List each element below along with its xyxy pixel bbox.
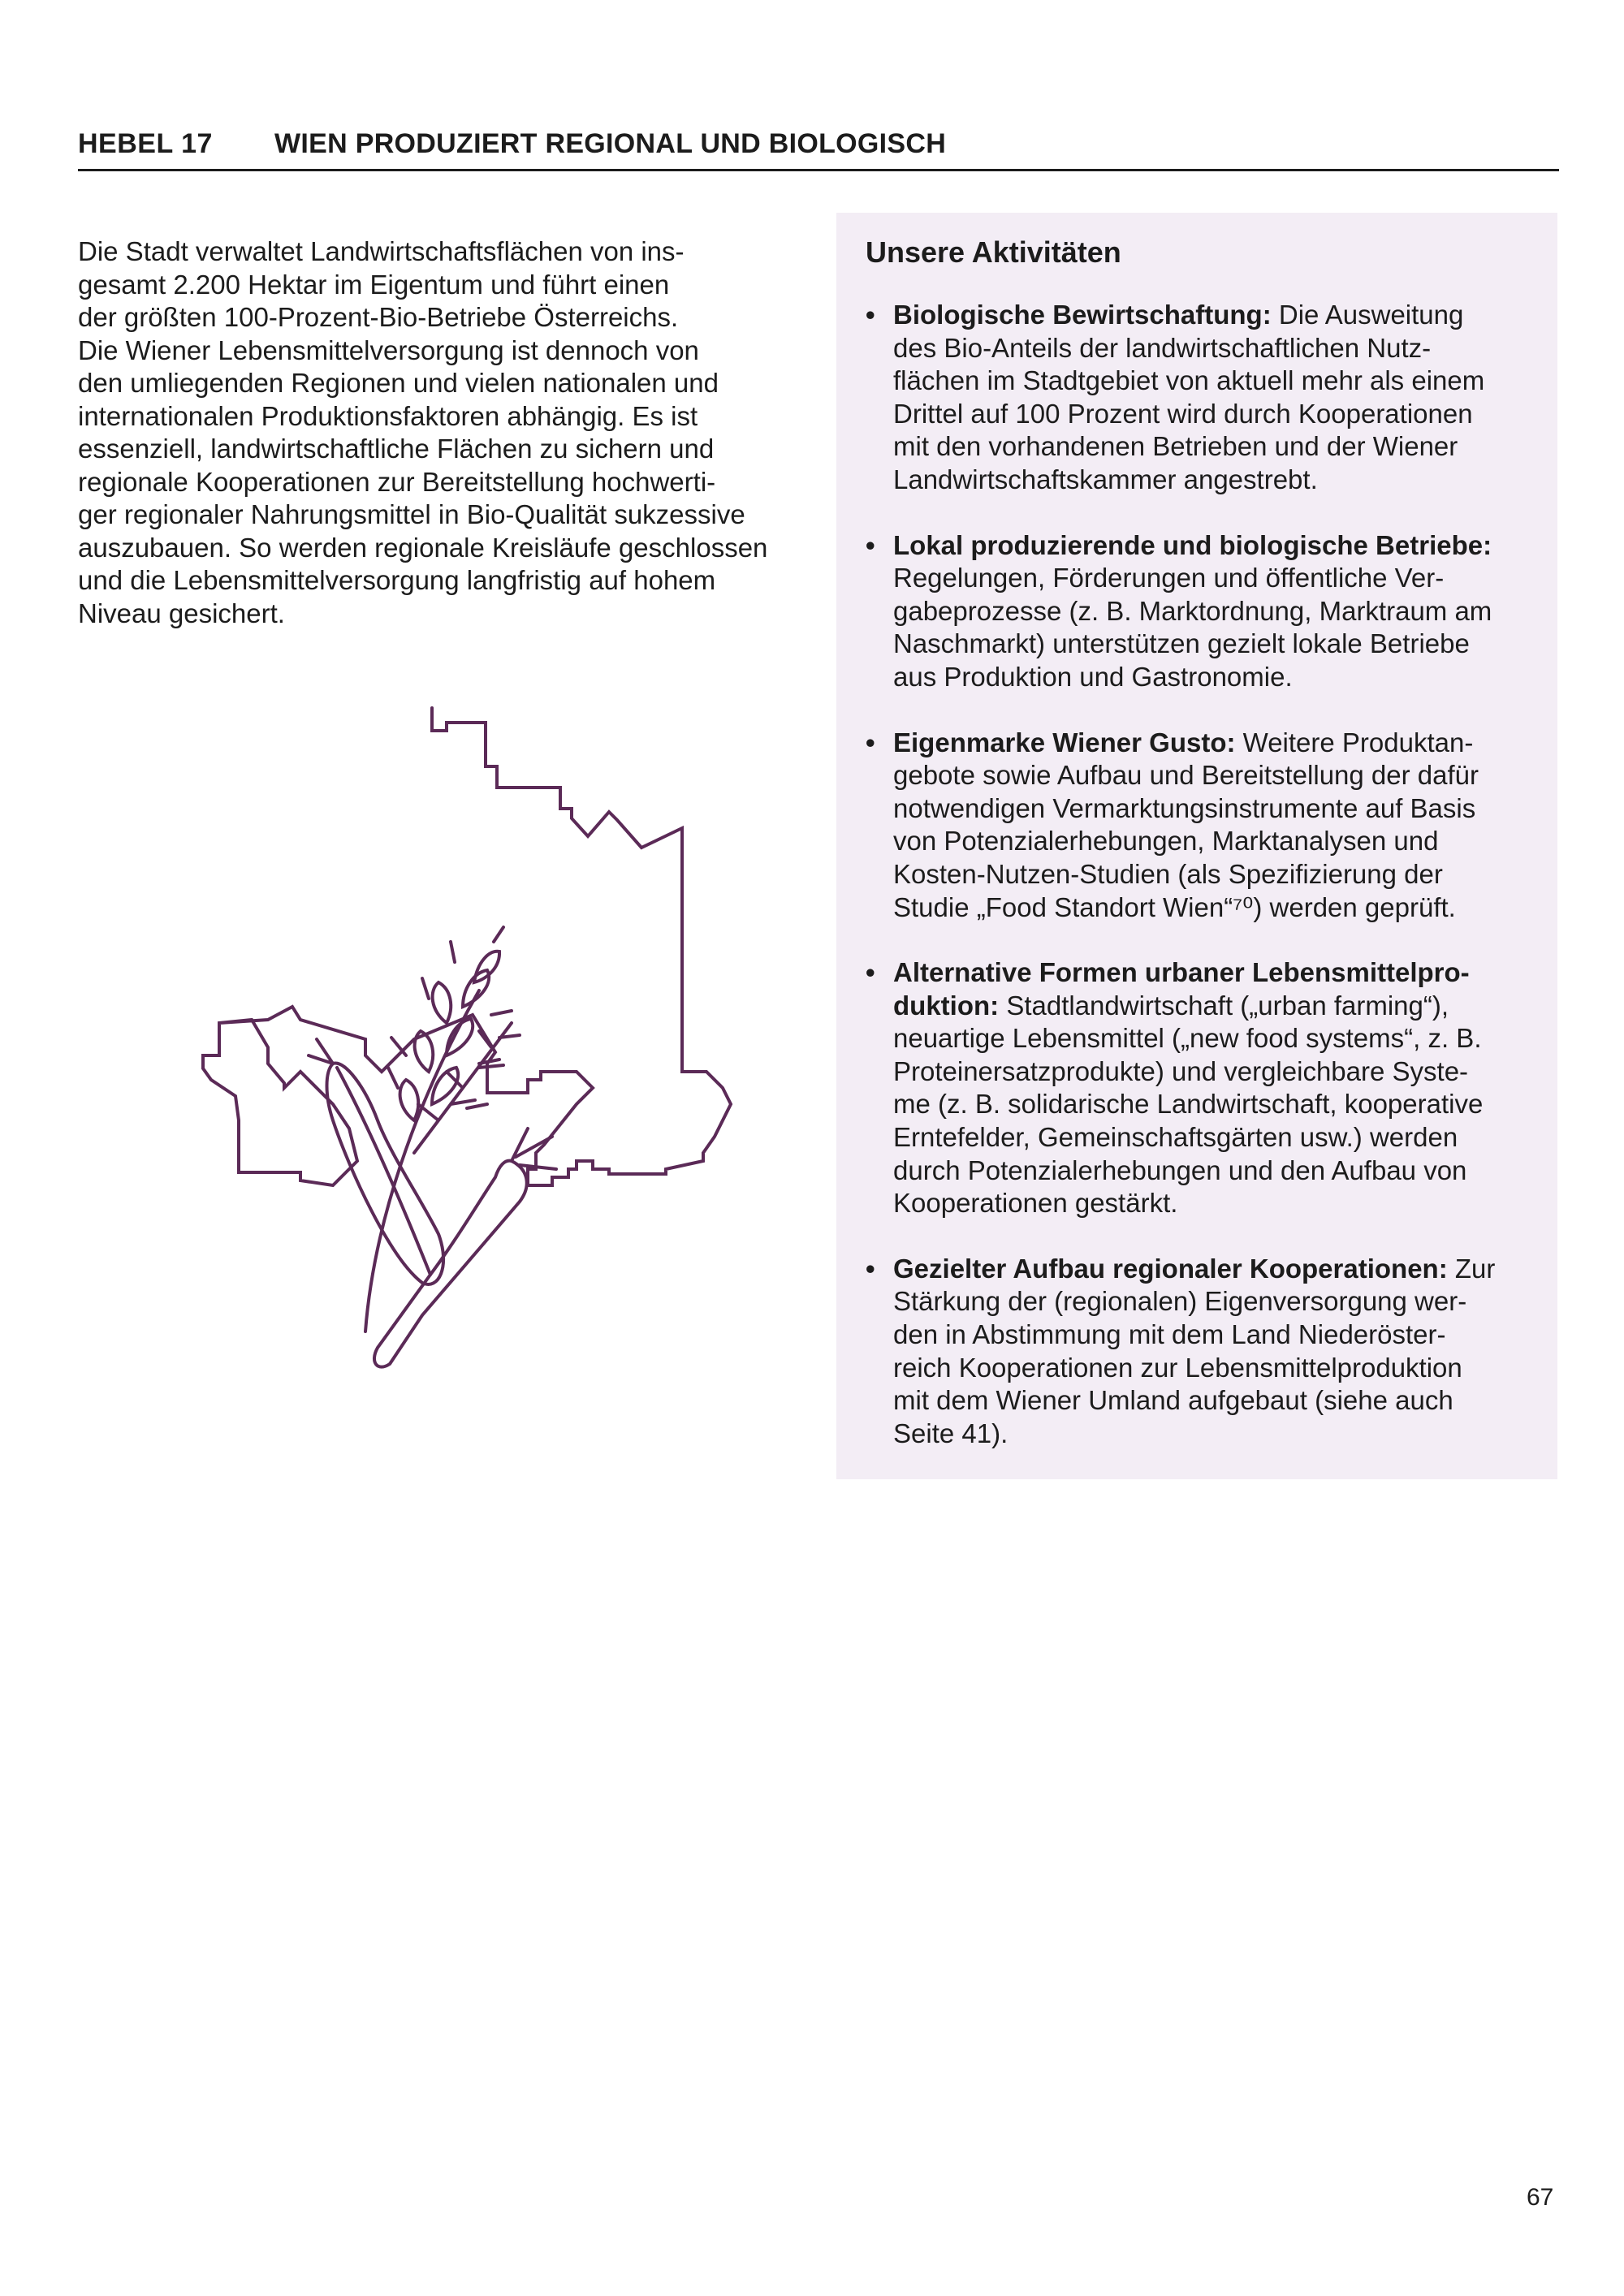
- wheat-grain: [400, 1080, 419, 1120]
- activity-line: Studie „Food Standort Wien“⁷⁰) werden geprüft.: [893, 891, 1456, 922]
- activity-heading: Eigenmarke Wiener Gusto:: [893, 727, 1236, 757]
- intro-line: Niveau gesichert.: [78, 598, 285, 628]
- list-item: [866, 956, 1531, 1220]
- activity-line: aus Produktion und Gastronomie.: [893, 661, 1293, 692]
- intro-line: den umliegenden Regionen und vielen nationalen und: [78, 368, 719, 398]
- intro-line: regionale Kooperationen zur Bereitstellung hochwerti-: [78, 466, 716, 497]
- intro-line: gesamt 2.200 Hektar im Eigentum und führt einen: [78, 269, 670, 300]
- activity-line: Naschmarkt) unterstützen gezielt lokale Betriebe: [893, 628, 1470, 659]
- activities-panel: [836, 213, 1557, 1479]
- bullet-icon: •: [866, 300, 875, 330]
- activity-line: me (z. B. solidarische Landwirtschaft, kooperative: [893, 1089, 1484, 1120]
- activity-line: Erntefelder, Gemeinschaftsgärten usw.) werden: [893, 1122, 1458, 1153]
- activities-list: [866, 299, 1531, 1482]
- activity-line: gebote sowie Aufbau und Bereitstellung der dafür: [893, 760, 1479, 791]
- bullet-icon: •: [866, 957, 875, 988]
- activity-heading: Alternative Formen urbaner Lebensmittelpro- duktion:: [893, 957, 1470, 1021]
- activity-line: Seite 41).: [893, 1418, 1009, 1448]
- activity-line: reich Kooperationen zur Lebensmittelproduktion: [893, 1352, 1462, 1383]
- intro-paragraph: [78, 235, 809, 630]
- activity-line: mit dem Wiener Umland aufgebaut (siehe auch: [893, 1385, 1453, 1416]
- bullet-icon: •: [866, 727, 875, 757]
- activity-line: durch Potenzialerhebungen und den Aufbau von: [893, 1154, 1467, 1185]
- intro-line: Die Wiener Lebensmittelversorgung ist dennoch von: [78, 334, 699, 365]
- wheat-grain: [474, 952, 499, 982]
- activity-line: des Bio-Anteils der landwirtschaftlichen Nutz-: [893, 332, 1432, 363]
- vienna-map-wheat-carrot-icon: [171, 698, 755, 1380]
- activity-line: Zur: [1454, 1253, 1496, 1284]
- intro-line: internationalen Produktionsfaktoren abhängig. Es ist: [78, 400, 698, 431]
- list-item: [866, 1253, 1531, 1451]
- activity-line: notwendigen Vermarktungsinstrumente auf Basis: [893, 792, 1476, 823]
- intro-line: der größten 100-Prozent-Bio-Betriebe Österreichs.: [78, 302, 679, 332]
- vienna-outline: [203, 708, 731, 1185]
- wheat-grain: [415, 1031, 434, 1072]
- activity-line: Stadtlandwirtschaft („urban farming“),: [1006, 990, 1449, 1021]
- leaf-stem: [309, 1039, 333, 1064]
- intro-line: ger regionaler Nahrungsmittel in Bio-Qualität sukzessive: [78, 499, 745, 529]
- bullet-icon: •: [866, 529, 875, 560]
- activity-line: neuartige Lebensmittel („new food systems“, z. B.: [893, 1023, 1482, 1054]
- intro-line: essenziell, landwirtschaftliche Flächen zu sichern und: [78, 434, 715, 464]
- activity-line: Landwirtschaftskammer angestrebt.: [893, 464, 1318, 494]
- lever-title: WIEN PRODUZIERT REGIONAL UND BIOLOGISCH: [274, 128, 947, 159]
- activity-line: Regelungen, Förderungen und öffentliche Ver-: [893, 563, 1445, 593]
- activity-line: Die Ausweitung: [1278, 300, 1464, 330]
- activity-line: gabeprozesse (z. B. Marktordnung, Marktraum am: [893, 595, 1492, 626]
- list-item: [866, 727, 1531, 925]
- list-item: [866, 529, 1531, 694]
- activity-line: Proteinersatzprodukte) und vergleichbare Syste-: [893, 1055, 1469, 1086]
- activity-line: Kooperationen gestärkt.: [893, 1188, 1178, 1219]
- activity-line: Drittel auf 100 Prozent wird durch Kooperationen: [893, 398, 1473, 429]
- activity-line: flächen im Stadtgebiet von aktuell mehr als einem: [893, 365, 1485, 396]
- intro-line: auszubauen. So werden regionale Kreisläufe geschlossen: [78, 532, 768, 563]
- activity-heading: Gezielter Aufbau regionaler Kooperationen:: [893, 1253, 1448, 1284]
- page-number: 67: [1527, 2184, 1554, 2211]
- intro-line: und die Lebensmittelversorgung langfristig auf hohem: [78, 565, 716, 595]
- lever-number: HEBEL 17: [78, 128, 213, 159]
- activity-line: den in Abstimmung mit dem Land Niederöster-: [893, 1319, 1446, 1350]
- activity-line: mit den vorhandenen Betrieben und der Wiener: [893, 431, 1458, 462]
- carrot-top: [512, 1129, 556, 1169]
- activity-line: Kosten-Nutzen-Studien (als Spezifizierung der: [893, 858, 1443, 889]
- activity-line: von Potenzialerhebungen, Marktanalysen und: [893, 826, 1439, 857]
- panel-title: Unsere Aktivitäten: [866, 235, 1121, 269]
- wheat-grain: [433, 982, 451, 1023]
- intro-line: Die Stadt verwaltet Landwirtschaftsflächen von ins-: [78, 236, 685, 266]
- activity-line: Weitere Produktan-: [1242, 727, 1474, 757]
- activity-heading: Biologische Bewirtschaftung:: [893, 300, 1272, 330]
- activity-line: Stärkung der (regionalen) Eigenversorgung wer-: [893, 1286, 1467, 1317]
- page-header: [78, 122, 1559, 171]
- activity-heading: Lokal produzierende und biologische Betriebe:: [893, 529, 1492, 560]
- list-item: [866, 299, 1531, 497]
- bullet-icon: •: [866, 1253, 875, 1284]
